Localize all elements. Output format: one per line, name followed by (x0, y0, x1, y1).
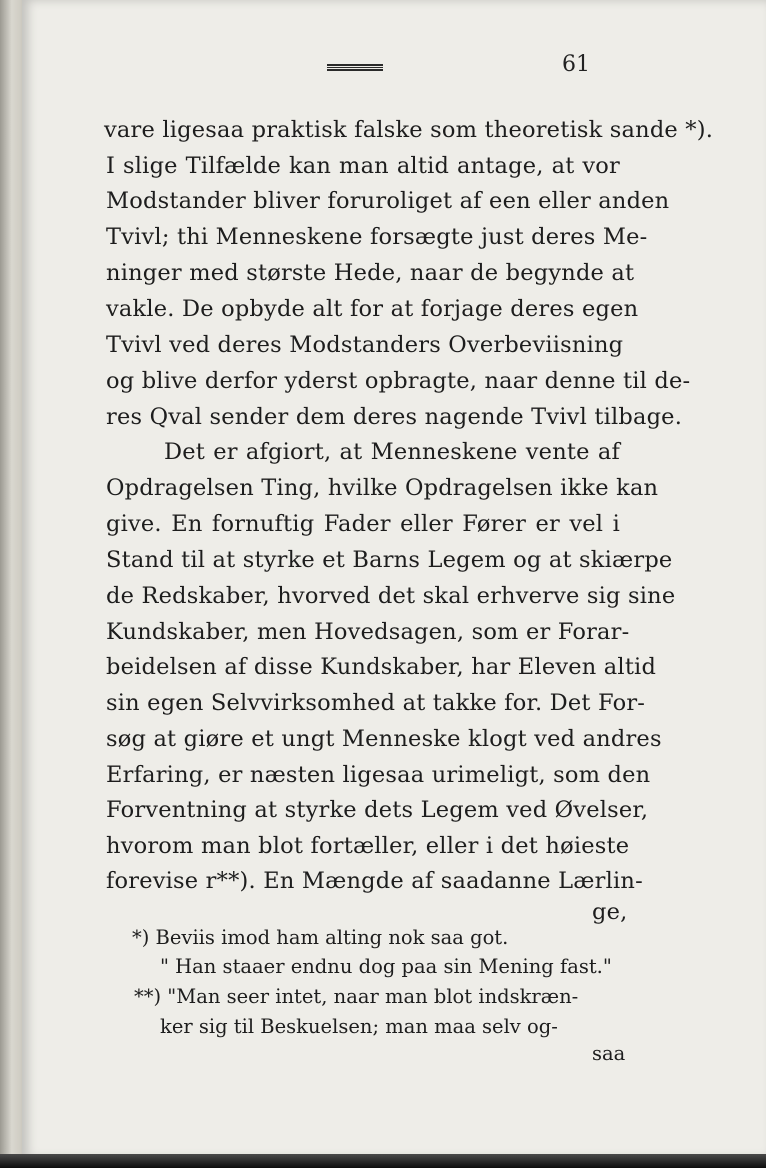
body-line: res Qval sender dem deres nagende Tvivl tilbage. (106, 404, 683, 430)
body-line: de Redskaber, hvorved det skal erhverve sig sine (106, 583, 676, 609)
body-line: sin egen Selvvirksomhed at takke for. Det For- (106, 690, 646, 716)
body-line: forevise r**). En Mængde af saadanne Lærlin- (106, 868, 643, 894)
body-line: søg at giøre et ungt Menneske klogt ved andres (106, 726, 662, 752)
body-line: og blive derfor yderst opbragte, naar denne til de- (106, 368, 691, 394)
body-line: ninger med største Hede, naar de begynde at (106, 260, 635, 286)
body-line: vare ligesaa praktisk falske som theoretisk sande *). (104, 117, 714, 143)
body-line: Forventning at styrke dets Legem ved Øvelser, (106, 797, 649, 823)
body-line: vakle. De opbyde alt for at forjage deres egen (106, 296, 639, 322)
body-line: hvorom man blot fortæller, eller i det høieste (106, 833, 630, 859)
page-bottom-edge (0, 1154, 766, 1168)
footnote-line: ker sig til Beskuelsen; man maa selv og- (160, 1015, 558, 1038)
body-line: I slige Tilfælde kan man altid antage, at vor (106, 153, 620, 179)
body-line: Tvivl ved deres Modstanders Overbeviisning (106, 332, 624, 358)
header-ornament-rule (327, 64, 383, 71)
body-line: Kundskaber, men Hovedsagen, som er Forar- (106, 619, 630, 645)
catchword-main: ge, (592, 899, 628, 925)
body-line: Opdragelsen Ting, hvilke Opdragelsen ikke kan (106, 475, 659, 501)
body-line: Erfaring, er næsten ligesaa urimeligt, som den (106, 762, 651, 788)
body-line: beidelsen af disse Kundskaber, har Eleven altid (106, 654, 657, 680)
page-number: 61 (562, 52, 590, 77)
body-line: Modstander bliver foruroliget af een eller anden (106, 188, 670, 214)
footnote-line: **) "Man seer intet, naar man blot indskræn- (134, 985, 579, 1008)
body-line: give. En fornuftig Fader eller Fører er vel i (106, 511, 620, 537)
footnote-line: " Han staaer endnu dog paa sin Mening fast." (160, 955, 612, 978)
body-line: Stand til at styrke et Barns Legem og at skiærpe (106, 547, 673, 573)
catchword-footnote: saa (592, 1042, 626, 1065)
body-line: Tvivl; thi Menneskene forsægte just deres Me- (106, 224, 648, 250)
footnote-line: *) Beviis imod ham alting nok saa got. (132, 926, 509, 949)
body-line-indent: Det er afgiort, at Menneskene vente af (164, 439, 620, 465)
